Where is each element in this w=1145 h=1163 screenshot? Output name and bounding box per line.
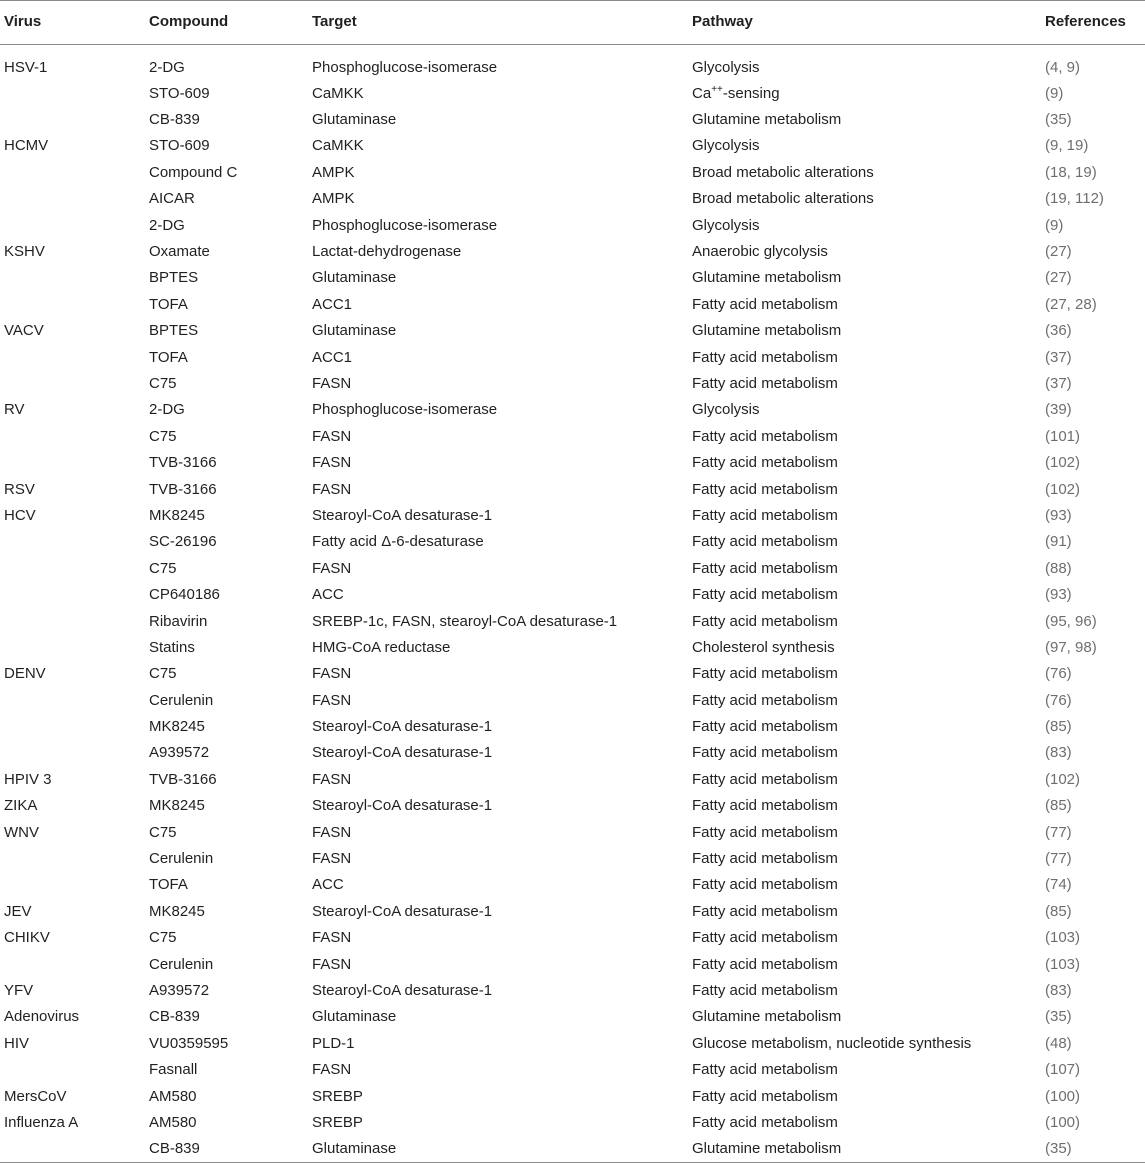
cell-virus (0, 450, 145, 476)
cell-target: Stearoyl-CoA desaturase-1 (312, 744, 493, 762)
cell-references: (101) (1045, 427, 1081, 445)
cell-target: FASN (312, 929, 352, 947)
cell-pathway: Fatty acid metabolism (692, 612, 838, 630)
table-row (0, 819, 1145, 845)
cell-pathway: Fatty acid metabolism (692, 348, 838, 366)
table-row (0, 899, 1145, 925)
cell-target: FASN (312, 665, 352, 683)
cell-target: FASN (312, 955, 352, 973)
cell-compound: SC-26196 (149, 533, 217, 551)
cell-references: (37) (1045, 348, 1072, 366)
cell-target: SREBP-1c, FASN, stearoyl-CoA desaturase-1 (312, 612, 618, 630)
cell-virus (0, 687, 145, 713)
cell-references: (91) (1045, 533, 1072, 551)
cell-pathway: Fatty acid metabolism (692, 533, 838, 551)
cell-virus: ZIKA (4, 797, 38, 815)
cell-target: CaMKK (312, 84, 364, 102)
cell-references: (85) (1045, 902, 1072, 920)
cell-compound: Fasnall (149, 1061, 198, 1079)
cell-virus (0, 1136, 145, 1162)
cell-references: (88) (1045, 559, 1072, 577)
cell-target: FASN (312, 374, 352, 392)
table-row (0, 397, 1145, 423)
cell-target: FASN (312, 454, 352, 472)
table-row (0, 556, 1145, 582)
table-row (0, 107, 1145, 133)
table-row (0, 81, 1145, 107)
cell-compound: CB-839 (149, 111, 200, 129)
table-row (0, 608, 1145, 634)
cell-pathway: Glutamine metabolism (692, 111, 842, 129)
cell-virus: HCMV (4, 137, 49, 155)
table-row (0, 925, 1145, 951)
cell-pathway: Fatty acid metabolism (692, 823, 838, 841)
cell-pathway: Glycolysis (692, 137, 760, 155)
cell-references: (27, 28) (1045, 295, 1097, 313)
cell-compound: 2-DG (149, 401, 185, 419)
cell-compound: BPTES (149, 269, 199, 287)
cell-pathway: Glucose metabolism, nucleotide synthesis (692, 1034, 972, 1052)
cell-target: FASN (312, 427, 352, 445)
cell-target: AMPK (312, 163, 355, 181)
table-row (0, 1031, 1145, 1057)
table-row (0, 872, 1145, 898)
cell-target: AMPK (312, 190, 355, 208)
header-compound: Compound (145, 1, 308, 45)
cell-pathway: Glycolysis (692, 401, 760, 419)
cell-pathway: Fatty acid metabolism (692, 797, 838, 815)
cell-pathway: Fatty acid metabolism (692, 295, 838, 313)
cell-virus (0, 582, 145, 608)
table-row (0, 292, 1145, 318)
cell-pathway: Fatty acid metabolism (692, 744, 838, 762)
cell-target: FASN (312, 559, 352, 577)
cell-references: (83) (1045, 744, 1072, 762)
cell-pathway: Fatty acid metabolism (692, 718, 838, 736)
cell-references: (19, 112) (1045, 190, 1104, 208)
cell-pathway: Anaerobic glycolysis (692, 243, 828, 261)
cell-compound: AICAR (149, 190, 195, 208)
cell-target: FASN (312, 691, 352, 709)
cell-compound: MK8245 (149, 797, 205, 815)
cell-compound: Compound C (149, 163, 238, 181)
cell-pathway: Fatty acid metabolism (692, 586, 838, 604)
table-row (0, 529, 1145, 555)
cell-pathway: Fatty acid metabolism (692, 427, 838, 445)
cell-pathway: Fatty acid metabolism (692, 876, 838, 894)
cell-references: (102) (1045, 770, 1081, 788)
table-row (0, 424, 1145, 450)
cell-virus (0, 160, 145, 186)
cell-virus (0, 265, 145, 291)
cell-references: (27) (1045, 243, 1072, 261)
cell-compound: CB-839 (149, 1008, 200, 1026)
cell-target: Stearoyl-CoA desaturase-1 (312, 718, 493, 736)
cell-pathway: Fatty acid metabolism (692, 559, 838, 577)
cell-virus (0, 371, 145, 397)
cell-virus: WNV (4, 823, 39, 841)
cell-target: ACC1 (312, 348, 353, 366)
cell-pathway: Fatty acid metabolism (692, 981, 838, 999)
cell-references: (100) (1045, 1113, 1081, 1131)
cell-references: (48) (1045, 1034, 1072, 1052)
cell-virus (0, 872, 145, 898)
cell-references: (27) (1045, 269, 1072, 287)
table-row (0, 239, 1145, 265)
cell-references: (103) (1045, 929, 1081, 947)
cell-compound: TOFA (149, 295, 188, 313)
cell-pathway: Glutamine metabolism (692, 269, 842, 287)
cell-virus: HPIV 3 (4, 770, 52, 788)
cell-references: (107) (1045, 1061, 1081, 1079)
cell-compound: MK8245 (149, 506, 205, 524)
cell-references: (35) (1045, 1008, 1072, 1026)
cell-references: (9, 19) (1045, 137, 1089, 155)
table-row (0, 212, 1145, 238)
cell-pathway: Fatty acid metabolism (692, 374, 838, 392)
cell-pathway: Fatty acid metabolism (692, 929, 838, 947)
table-row (0, 740, 1145, 766)
cell-references: (100) (1045, 1087, 1081, 1105)
cell-virus (0, 608, 145, 634)
cell-target: Phosphoglucose-isomerase (312, 216, 498, 234)
cell-compound: A939572 (149, 744, 210, 762)
cell-pathway: Fatty acid metabolism (692, 850, 838, 868)
cell-compound: Statins (149, 638, 195, 656)
cell-references: (37) (1045, 374, 1072, 392)
table-row (0, 1083, 1145, 1109)
cell-compound: C75 (149, 929, 177, 947)
cell-references: (102) (1045, 480, 1081, 498)
table-row (0, 450, 1145, 476)
cell-virus: Influenza A (4, 1113, 79, 1131)
cell-virus: HSV-1 (4, 58, 48, 76)
cell-virus (0, 186, 145, 212)
cell-virus (0, 556, 145, 582)
cell-pathway: Glutamine metabolism (692, 1008, 842, 1026)
table-row (0, 846, 1145, 872)
cell-compound: Cerulenin (149, 955, 214, 973)
cell-virus (0, 951, 145, 977)
cell-target: ACC (312, 586, 344, 604)
cell-virus: KSHV (4, 243, 45, 261)
cell-target: Stearoyl-CoA desaturase-1 (312, 797, 493, 815)
cell-compound: VU0359595 (149, 1034, 229, 1052)
cell-pathway: Fatty acid metabolism (692, 902, 838, 920)
cell-references: (76) (1045, 691, 1072, 709)
cell-target: Glutaminase (312, 111, 397, 129)
cell-virus: RV (4, 401, 25, 419)
cell-target: Stearoyl-CoA desaturase-1 (312, 902, 493, 920)
cell-virus (0, 424, 145, 450)
cell-compound: Oxamate (149, 243, 210, 261)
cell-target: Glutaminase (308, 1136, 688, 1162)
cell-references: (18, 19) (1045, 163, 1097, 181)
cell-virus: MersCoV (4, 1087, 67, 1105)
cell-compound: TVB-3166 (149, 480, 217, 498)
cell-target: Lactat-dehydrogenase (312, 243, 462, 261)
table-row (0, 793, 1145, 819)
table-row (0, 133, 1145, 159)
cell-compound: 2-DG (149, 58, 185, 76)
cell-target: FASN (312, 770, 352, 788)
table-row (0, 344, 1145, 370)
table-row (0, 476, 1145, 502)
cell-target: HMG-CoA reductase (312, 638, 451, 656)
cell-compound: C75 (149, 427, 177, 445)
table-row (0, 635, 1145, 661)
cell-compound: AM580 (149, 1113, 197, 1131)
table-row (0, 318, 1145, 344)
cell-virus: RSV (4, 480, 35, 498)
table-row (0, 767, 1145, 793)
table-row (0, 160, 1145, 186)
cell-pathway: Broad metabolic alterations (692, 163, 874, 181)
cell-references: (9) (1045, 84, 1064, 102)
cell-target: Stearoyl-CoA desaturase-1 (312, 506, 493, 524)
cell-virus (0, 212, 145, 238)
cell-compound: STO-609 (149, 84, 210, 102)
cell-virus: Adenovirus (4, 1008, 80, 1026)
cell-references: (85) (1045, 797, 1072, 815)
table-row (0, 45, 1145, 81)
header-target: Target (308, 1, 688, 45)
cell-compound: MK8245 (149, 902, 205, 920)
table-row (0, 714, 1145, 740)
cell-compound: MK8245 (149, 718, 205, 736)
cell-virus (0, 740, 145, 766)
header-row (0, 1, 1145, 45)
cell-pathway: Fatty acid metabolism (692, 506, 838, 524)
cell-target: Glutaminase (312, 322, 397, 340)
cell-target: Phosphoglucose-isomerase (312, 58, 498, 76)
cell-pathway: Fatty acid metabolism (692, 480, 838, 498)
table-row (0, 186, 1145, 212)
cell-pathway: Fatty acid metabolism (692, 1061, 838, 1079)
cell-compound: C75 (149, 665, 177, 683)
cell-pathway: Fatty acid metabolism (692, 955, 838, 973)
table-row (0, 1057, 1145, 1083)
cell-virus (0, 635, 145, 661)
table-body (0, 45, 1145, 1163)
cell-target: ACC1 (312, 295, 353, 313)
cell-virus (0, 1057, 145, 1083)
cell-pathway: Ca++-sensing (692, 83, 780, 102)
cell-target: Glutaminase (312, 1008, 397, 1026)
cell-references: (39) (1045, 401, 1072, 419)
cell-references: (9) (1045, 216, 1064, 234)
cell-references: (83) (1045, 981, 1072, 999)
table-row (0, 503, 1145, 529)
cell-compound: CP640186 (149, 586, 220, 604)
cell-references: (76) (1045, 665, 1072, 683)
cell-compound: Ribavirin (149, 612, 208, 630)
cell-target: FASN (312, 1061, 352, 1079)
cell-virus (0, 292, 145, 318)
cell-virus: DENV (4, 665, 46, 683)
cell-pathway: Fatty acid metabolism (692, 454, 838, 472)
cell-pathway: Glutamine metabolism (692, 322, 842, 340)
cell-compound: TVB-3166 (149, 770, 217, 788)
cell-target: Fatty acid Δ-6-desaturase (312, 533, 484, 551)
cell-compound: TOFA (149, 348, 188, 366)
cell-target: Stearoyl-CoA desaturase-1 (312, 981, 493, 999)
cell-compound: C75 (149, 559, 177, 577)
cell-references: (4, 9) (1045, 58, 1081, 76)
cell-pathway: Glutamine metabolism (688, 1136, 1041, 1162)
table-header (0, 1, 1145, 45)
cell-references: (95, 96) (1045, 612, 1097, 630)
cell-compound: A939572 (149, 981, 210, 999)
cell-virus (0, 107, 145, 133)
cell-virus (0, 714, 145, 740)
table-row (0, 582, 1145, 608)
cell-target: FASN (312, 823, 352, 841)
cell-references: (97, 98) (1045, 638, 1097, 656)
cell-virus (0, 344, 145, 370)
table-row (0, 1110, 1145, 1136)
cell-pathway: Cholesterol synthesis (692, 638, 835, 656)
cell-pathway: Broad metabolic alterations (692, 190, 874, 208)
table-row (0, 1004, 1145, 1030)
header-pathway: Pathway (688, 1, 1041, 45)
cell-compound: CB-839 (145, 1136, 308, 1162)
table-row (0, 1136, 1145, 1162)
cell-compound: C75 (149, 823, 177, 841)
cell-compound: Cerulenin (149, 850, 214, 868)
cell-pathway: Fatty acid metabolism (692, 1113, 838, 1131)
cell-virus: HCV (4, 506, 36, 524)
cell-pathway: Glycolysis (692, 216, 760, 234)
table-row (0, 951, 1145, 977)
cell-virus: JEV (4, 902, 32, 920)
cell-compound: BPTES (149, 322, 199, 340)
cell-compound: C75 (149, 374, 177, 392)
cell-pathway: Fatty acid metabolism (692, 770, 838, 788)
header-virus: Virus (0, 1, 145, 45)
cell-target: SREBP (312, 1087, 363, 1105)
cell-virus (0, 529, 145, 555)
cell-references: (74) (1045, 876, 1072, 894)
cell-target: PLD-1 (312, 1034, 355, 1052)
cell-target: Phosphoglucose-isomerase (312, 401, 498, 419)
cell-references: (85) (1045, 718, 1072, 736)
cell-references: (35) (1045, 111, 1072, 129)
cell-compound: TVB-3166 (149, 454, 217, 472)
cell-target: FASN (312, 480, 352, 498)
cell-pathway: Fatty acid metabolism (692, 1087, 838, 1105)
cell-references: (35) (1041, 1136, 1145, 1162)
cell-target: ACC (312, 876, 344, 894)
table-row (0, 265, 1145, 291)
cell-compound: STO-609 (149, 137, 210, 155)
cell-references: (77) (1045, 823, 1072, 841)
cell-compound: 2-DG (149, 216, 185, 234)
cell-compound: Cerulenin (149, 691, 214, 709)
header-references: References (1041, 1, 1145, 45)
cell-virus (0, 81, 145, 107)
cell-virus: YFV (4, 981, 34, 999)
cell-virus: VACV (4, 322, 44, 340)
cell-virus (0, 846, 145, 872)
cell-references: (93) (1045, 506, 1072, 524)
cell-virus: HIV (4, 1034, 30, 1052)
cell-target: SREBP (312, 1113, 363, 1131)
cell-pathway: Glycolysis (692, 58, 760, 76)
cell-target: CaMKK (312, 137, 364, 155)
cell-references: (93) (1045, 586, 1072, 604)
cell-pathway: Fatty acid metabolism (692, 665, 838, 683)
cell-pathway: Fatty acid metabolism (692, 691, 838, 709)
cell-references: (102) (1045, 454, 1081, 472)
cell-compound: AM580 (149, 1087, 197, 1105)
cell-virus: CHIKV (4, 929, 50, 947)
table-row (0, 661, 1145, 687)
table-row (0, 371, 1145, 397)
cell-references: (36) (1045, 322, 1072, 340)
table-row (0, 687, 1145, 713)
table-row (0, 978, 1145, 1004)
cell-references: (103) (1045, 955, 1081, 973)
cell-target: Glutaminase (312, 269, 397, 287)
cell-references: (77) (1045, 850, 1072, 868)
cell-compound: TOFA (149, 876, 188, 894)
cell-target: FASN (312, 850, 352, 868)
